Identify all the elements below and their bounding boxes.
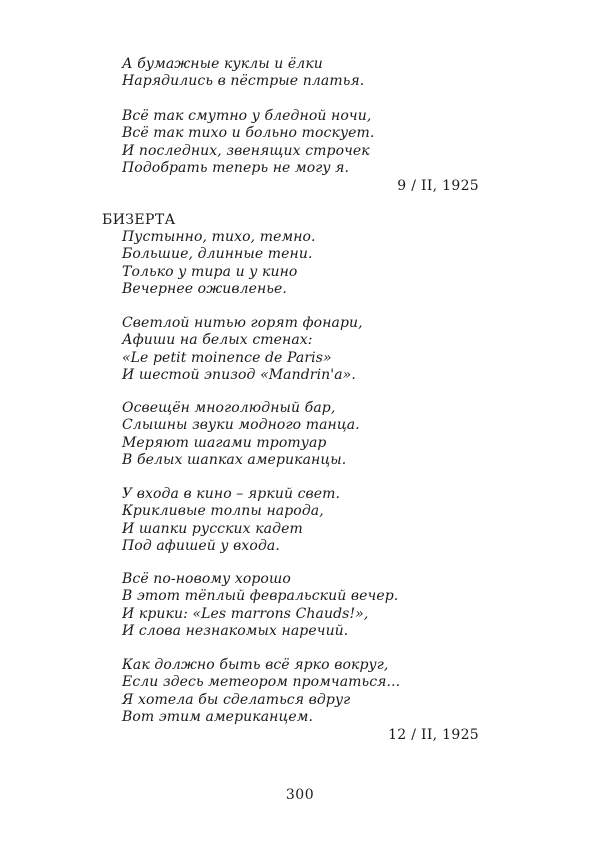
verse-line: Я хотела бы сделаться вдруг bbox=[122, 691, 351, 708]
poem2-stanza-5 bbox=[122, 571, 398, 640]
verse-line: Всё так смутно у бледной ночи, bbox=[122, 108, 372, 124]
verse-line: Как должно быть всё ярко вокруг, bbox=[122, 657, 389, 673]
verse-line: Меряют шагами тротуар bbox=[122, 434, 327, 451]
verse-line: И шестой эпизод «Mandrin'a». bbox=[122, 366, 356, 383]
verse-line: Подобрать теперь не могу я. bbox=[122, 159, 350, 176]
poem2-date: 12 / II, 1925 bbox=[388, 727, 479, 743]
verse-line: Слышны звуки модного танца. bbox=[122, 417, 360, 434]
verse-line: Всё так тихо и больно тоскует. bbox=[122, 125, 375, 142]
verse-line: Светлой нитью горят фонари, bbox=[122, 315, 363, 331]
poem1-date: 9 / II, 1925 bbox=[397, 178, 479, 194]
verse-line: Большие, длинные тени. bbox=[122, 246, 313, 263]
verse-line: Афиши на белых стенах: bbox=[122, 332, 313, 349]
verse-line: У входа в кино – яркий свет. bbox=[122, 486, 341, 502]
verse-line: Вот этим американцем. bbox=[122, 708, 313, 725]
verse-line: Пустынно, тихо, темно. bbox=[122, 229, 316, 245]
verse-line: Освещён многолюдный бар, bbox=[122, 400, 336, 416]
verse-line: Только у тира и у кино bbox=[122, 263, 298, 280]
verse-line: «Le petit moinence de Paris» bbox=[122, 349, 332, 366]
verse-line: Вечернее оживленье. bbox=[122, 280, 287, 297]
poem2-stanza-4 bbox=[122, 486, 340, 555]
verse-line: Под афишей у входа. bbox=[122, 537, 280, 554]
poem1-stanza-1 bbox=[122, 56, 364, 91]
verse-line: И слова незнакомых наречий. bbox=[122, 622, 349, 639]
verse-line: Крикливые толпы народа, bbox=[122, 503, 324, 520]
poem2-title: БИЗЕРТА bbox=[102, 212, 176, 228]
poem2-stanza-1 bbox=[122, 229, 316, 298]
poem2-stanza-6 bbox=[122, 657, 400, 726]
verse-line: А бумажные куклы и ёлки bbox=[122, 56, 323, 72]
verse-line: И крики: «Les marrons Chauds!», bbox=[122, 605, 369, 622]
poem2-stanza-2 bbox=[122, 315, 363, 384]
verse-line: И последних, звенящих строчек bbox=[122, 142, 370, 159]
verse-line: И шапки русских кадет bbox=[122, 520, 303, 537]
poem2-stanza-3 bbox=[122, 400, 360, 469]
verse-line: В этот тёплый февральский вечер. bbox=[122, 588, 399, 605]
poem1-stanza-2 bbox=[122, 108, 374, 177]
verse-line: В белых шапках американцы. bbox=[122, 451, 347, 468]
verse-line: Нарядились в пёстрые платья. bbox=[122, 73, 365, 90]
page-number: 300 bbox=[285, 787, 315, 803]
verse-line: Всё по-новому хорошо bbox=[122, 571, 291, 587]
verse-line: Если здесь метеором промчаться... bbox=[122, 674, 401, 691]
